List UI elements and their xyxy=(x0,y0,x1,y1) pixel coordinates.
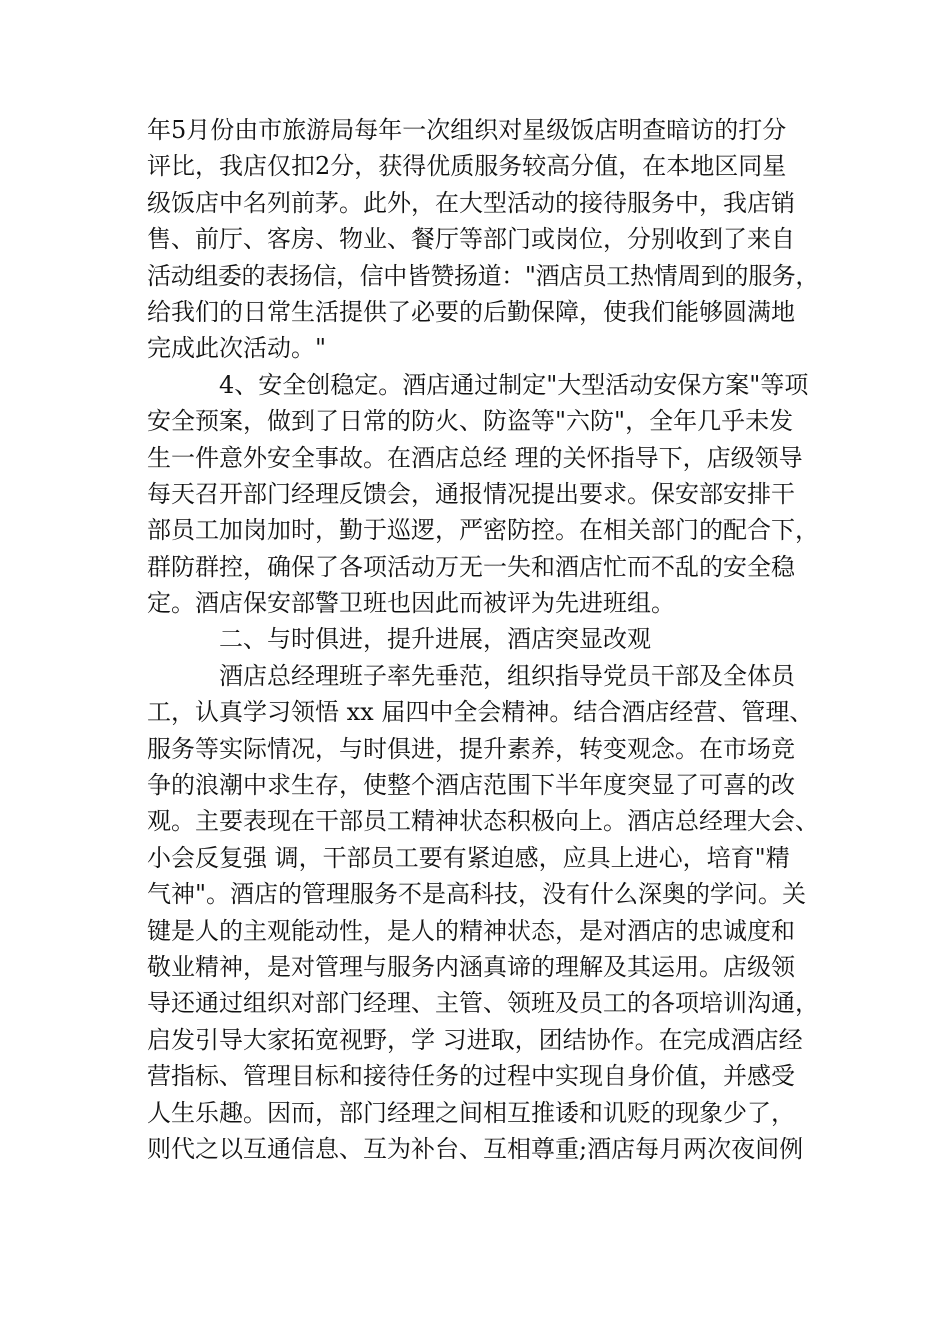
text-line: 则代之以互通信息、互为补台、互相尊重;酒店每月两次夜间例 xyxy=(147,1134,804,1163)
text-line: 安全预案，做到了日常的防火、防盗等"六防"，全年几乎未发 xyxy=(147,407,794,436)
text-line: 观。主要表现在干部员工精神状态积极向上。酒店总经理大会、 xyxy=(147,807,819,836)
text-line: 键是人的主观能动性，是人的精神状态，是对酒店的忠诚度和 xyxy=(147,916,795,945)
document-body xyxy=(147,112,819,1167)
text-line: 敬业精神，是对管理与服务内涵真谛的理解及其运用。店级领 xyxy=(147,952,795,981)
text-line: 气神"。酒店的管理服务不是高科技，没有什么深奥的学问。关 xyxy=(147,880,807,909)
text-line: 完成此次活动。" xyxy=(147,334,327,363)
text-line: 活动组委的表扬信，信中皆赞扬道："酒店员工热情周到的服务， xyxy=(147,261,819,290)
text-line: 工，认真学习领悟 xx 届四中全会精神。结合酒店经营、管理、 xyxy=(147,698,814,727)
text-line: 年5月份由市旅游局每年一次组织对星级饭店明查暗访的打分 xyxy=(147,116,787,144)
text-line: 酒店总经理班子率先垂范，组织指导党员干部及全体员 xyxy=(219,661,795,690)
text-line: 小会反复强 调，干部员工要有紧迫感，应具上进心，培育"精 xyxy=(147,843,790,872)
text-line: 给我们的日常生活提供了必要的后勤保障，使我们能够圆满地 xyxy=(147,297,795,326)
text-line: 营指标、管理目标和接待任务的过程中实现自身价值，并感受 xyxy=(147,1062,795,1091)
text-line: 二、与时俱进，提升进展，酒店突显改观 xyxy=(219,625,651,654)
text-line: 每天召开部门经理反馈会，通报情况提出要求。保安部安排干 xyxy=(147,479,795,508)
text-line: 服务等实际情况，与时俱进，提升素养，转变观念。在市场竞 xyxy=(147,734,795,763)
text-line: 部员工加岗加时，勤于巡逻，严密防控。在相关部门的配合下， xyxy=(147,516,819,545)
text-line: 人生乐趣。因而，部门经理之间相互推诿和讥贬的现象少了， xyxy=(147,1098,795,1127)
text-line: 售、前厅、客房、物业、餐厅等部门或岗位，分别收到了来自 xyxy=(147,225,795,254)
text-line: 生一件意外安全事故。在酒店总经 理的关怀指导下，店级领导 xyxy=(147,443,803,472)
text-line: 启发引导大家拓宽视野，学 习进取，团结协作。在完成酒店经 xyxy=(147,1025,803,1054)
text-line: 导还通过组织对部门经理、主管、领班及员工的各项培训沟通， xyxy=(147,989,819,1018)
text-line: 群防群控，确保了各项活动万无一失和酒店忙而不乱的安全稳 xyxy=(147,552,795,581)
text-line: 争的浪潮中求生存，使整个酒店范围下半年度突显了可喜的改 xyxy=(147,771,795,800)
text-line: 定。酒店保安部警卫班也因此而被评为先进班组。 xyxy=(147,589,675,618)
text-line: 评比，我店仅扣2分，获得优质服务较高分值，在本地区同星 xyxy=(147,152,787,181)
text-line: 4、安全创稳定。酒店通过制定"大型活动安保方案"等项 xyxy=(219,370,809,399)
text-line: 级饭店中名列前茅。此外，在大型活动的接待服务中，我店销 xyxy=(147,188,795,217)
